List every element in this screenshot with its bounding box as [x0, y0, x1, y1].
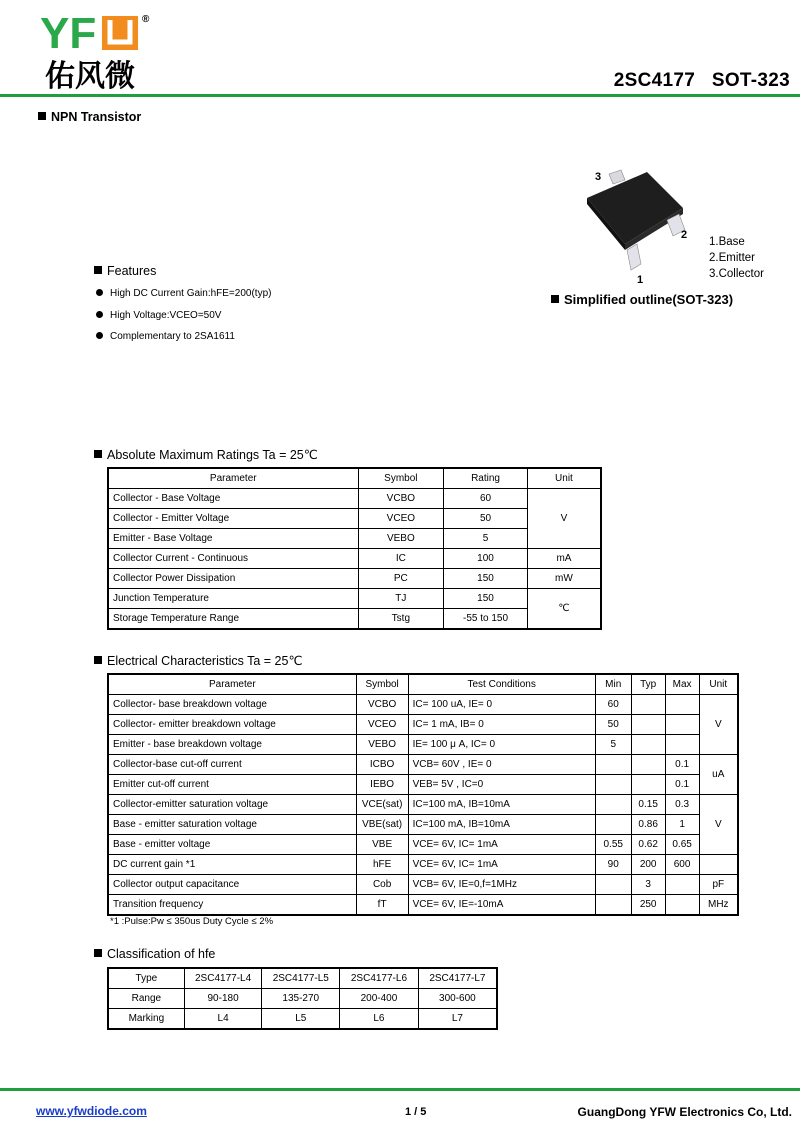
- type-label-cell: Type: [108, 968, 184, 989]
- unit-cell: V: [699, 795, 738, 855]
- feature-item: Complementary to 2SA1611: [96, 331, 235, 342]
- table-row: [108, 735, 738, 755]
- param-cell: Collector Current - Continuous: [108, 549, 358, 569]
- type-cell: 2SC4177-L6: [340, 968, 419, 989]
- table-row: [108, 529, 601, 549]
- table-row: [108, 1009, 497, 1030]
- param-cell: Transition frequency: [108, 895, 356, 916]
- symbol-cell: VEBO: [356, 735, 408, 755]
- param-cell: Storage Temperature Range: [108, 609, 358, 630]
- param-cell: Collector output capacitance: [108, 875, 356, 895]
- elec-char-heading: Electrical Characteristics Ta = 25℃: [94, 653, 302, 668]
- symbol-cell: IC: [358, 549, 444, 569]
- table-row: [108, 609, 601, 630]
- rating-cell: -55 to 150: [444, 609, 528, 630]
- col-header: Max: [665, 674, 699, 695]
- classification-heading: Classification of hfe: [94, 947, 215, 961]
- features-heading: Features: [94, 264, 156, 278]
- range-cell: 90-180: [184, 989, 262, 1009]
- col-header: Typ: [631, 674, 665, 695]
- table-row: [108, 569, 601, 589]
- rating-cell: 150: [444, 569, 528, 589]
- bullet-dot-icon: [96, 289, 103, 296]
- type-cell: 2SC4177-L4: [184, 968, 262, 989]
- rating-cell: 50: [444, 509, 528, 529]
- param-cell: Collector- emitter breakdown voltage: [108, 715, 356, 735]
- col-header: Parameter: [108, 674, 356, 695]
- param-cell: DC current gain *1: [108, 855, 356, 875]
- table-row: [108, 755, 738, 775]
- pin3-number: 3: [595, 171, 602, 183]
- logo-w-box: [102, 16, 138, 50]
- table-row: [108, 875, 738, 895]
- max-cell: 600: [665, 855, 699, 875]
- package-name: SOT-323: [711, 70, 790, 91]
- condition-cell: IE= 100 μ A, IC= 0: [408, 735, 595, 755]
- type-cell: 2SC4177-L5: [262, 968, 340, 989]
- min-cell: [595, 755, 631, 775]
- pin1-lead: [627, 244, 641, 270]
- condition-cell: VCE= 6V, IC= 1mA: [408, 855, 595, 875]
- page-number: 1 / 5: [405, 1106, 427, 1118]
- pin-list: [709, 234, 764, 282]
- symbol-cell: Cob: [356, 875, 408, 895]
- range-cell: 300-600: [418, 989, 497, 1009]
- bullet-dot-icon: [96, 332, 103, 339]
- table-row: [108, 589, 601, 609]
- pin2-number: 2: [681, 229, 688, 241]
- condition-cell: VCB= 60V , IE= 0: [408, 755, 595, 775]
- part-number: 2SC4177: [613, 70, 696, 91]
- elec-char-table: [107, 673, 739, 916]
- rating-cell: 150: [444, 589, 528, 609]
- logo-registered-mark: ®: [142, 14, 150, 25]
- param-cell: Collector-base cut-off current: [108, 755, 356, 775]
- table-header-row: [108, 468, 601, 489]
- symbol-cell: VCBO: [356, 695, 408, 715]
- symbol-cell: VEBO: [358, 529, 444, 549]
- abs-max-heading: Absolute Maximum Ratings Ta = 25℃: [94, 447, 318, 462]
- classification-table: [107, 967, 498, 1030]
- col-header: Min: [595, 674, 631, 695]
- logo-letters-yf: YF: [40, 9, 97, 58]
- col-header: Unit: [527, 468, 601, 489]
- max-cell: 1: [665, 815, 699, 835]
- typ-cell: [631, 735, 665, 755]
- footer-rule: [0, 1088, 800, 1091]
- min-cell: [595, 795, 631, 815]
- pin1-number: 1: [637, 274, 644, 285]
- symbol-cell: VBE(sat): [356, 815, 408, 835]
- typ-cell: [631, 695, 665, 715]
- min-cell: [595, 895, 631, 916]
- condition-cell: IC= 1 mA, IB= 0: [408, 715, 595, 735]
- square-bullet-icon: [94, 656, 102, 664]
- max-cell: 0.1: [665, 775, 699, 795]
- logo-chinese-name: 佑风微: [45, 59, 135, 94]
- company-name: GuangDong YFW Electronics Co, Ltd.: [577, 1105, 792, 1119]
- abs-max-table: [107, 467, 602, 630]
- table-row: [108, 549, 601, 569]
- col-header: Parameter: [108, 468, 358, 489]
- pulse-note: *1 :Pulse:Pw ≤ 350us Duty Cycle ≤ 2%: [110, 916, 274, 927]
- table-row: [108, 855, 738, 875]
- unit-cell: mA: [527, 549, 601, 569]
- typ-cell: 0.86: [631, 815, 665, 835]
- square-bullet-icon: [94, 450, 102, 458]
- unit-cell: MHz: [699, 895, 738, 916]
- feature-item: High DC Current Gain:hFE=200(typ): [96, 288, 271, 299]
- col-header: Unit: [699, 674, 738, 695]
- part-title: [614, 70, 790, 92]
- pin-label-emitter: 2.Emitter: [709, 252, 756, 264]
- marking-cell: L6: [340, 1009, 419, 1030]
- param-cell: Base - emitter saturation voltage: [108, 815, 356, 835]
- pin3-lead: [609, 170, 625, 184]
- param-cell: Collector Power Dissipation: [108, 569, 358, 589]
- max-cell: 0.3: [665, 795, 699, 815]
- outline-caption: Simplified outline(SOT-323): [551, 292, 733, 307]
- range-cell: 200-400: [340, 989, 419, 1009]
- table-row: [108, 509, 601, 529]
- unit-cell: uA: [699, 755, 738, 795]
- typ-cell: [631, 775, 665, 795]
- package-body: [587, 172, 683, 244]
- symbol-cell: VCEO: [356, 715, 408, 735]
- type-cell: 2SC4177-L7: [418, 968, 497, 989]
- max-cell: [665, 875, 699, 895]
- typ-cell: 3: [631, 875, 665, 895]
- max-cell: [665, 715, 699, 735]
- condition-cell: IC=100 mA, IB=10mA: [408, 815, 595, 835]
- symbol-cell: fT: [356, 895, 408, 916]
- condition-cell: IC= 100 uA, IE= 0: [408, 695, 595, 715]
- marking-cell: L4: [184, 1009, 262, 1030]
- typ-cell: 0.62: [631, 835, 665, 855]
- min-cell: 5: [595, 735, 631, 755]
- max-cell: [665, 695, 699, 715]
- condition-cell: IC=100 mA, IB=10mA: [408, 795, 595, 815]
- param-cell: Collector - Emitter Voltage: [108, 509, 358, 529]
- square-bullet-icon: [94, 949, 102, 957]
- pin-label-base: 1.Base: [709, 236, 745, 248]
- min-cell: [595, 775, 631, 795]
- typ-cell: [631, 755, 665, 775]
- symbol-cell: ICBO: [356, 755, 408, 775]
- col-header: Rating: [444, 468, 528, 489]
- param-cell: Collector-emitter saturation voltage: [108, 795, 356, 815]
- param-cell: Collector- base breakdown voltage: [108, 695, 356, 715]
- unit-cell: pF: [699, 875, 738, 895]
- pin-label-collector: 3.Collector: [709, 268, 764, 280]
- param-cell: Base - emitter voltage: [108, 835, 356, 855]
- unit-cell: V: [699, 695, 738, 755]
- condition-cell: VCB= 6V, IE=0,f=1MHz: [408, 875, 595, 895]
- table-row: [108, 489, 601, 509]
- unit-cell: mW: [527, 569, 601, 589]
- company-logo: [40, 8, 165, 98]
- square-bullet-icon: [551, 295, 559, 303]
- table-header-row: [108, 968, 497, 989]
- condition-cell: VCE= 6V, IE=-10mA: [408, 895, 595, 916]
- typ-cell: 0.15: [631, 795, 665, 815]
- symbol-cell: PC: [358, 569, 444, 589]
- symbol-cell: Tstg: [358, 609, 444, 630]
- table-row: [108, 695, 738, 715]
- min-cell: [595, 815, 631, 835]
- symbol-cell: VBE: [356, 835, 408, 855]
- min-cell: [595, 875, 631, 895]
- param-cell: Emitter - base breakdown voltage: [108, 735, 356, 755]
- param-cell: Emitter cut-off current: [108, 775, 356, 795]
- typ-cell: 200: [631, 855, 665, 875]
- symbol-cell: TJ: [358, 589, 444, 609]
- rating-cell: 100: [444, 549, 528, 569]
- param-cell: Junction Temperature: [108, 589, 358, 609]
- max-cell: 0.1: [665, 755, 699, 775]
- product-type-heading: NPN Transistor: [38, 110, 141, 124]
- symbol-cell: VCBO: [358, 489, 444, 509]
- max-cell: [665, 735, 699, 755]
- table-row: [108, 815, 738, 835]
- condition-cell: VCE= 6V, IC= 1mA: [408, 835, 595, 855]
- range-label-cell: Range: [108, 989, 184, 1009]
- symbol-cell: VCEO: [358, 509, 444, 529]
- symbol-cell: IEBO: [356, 775, 408, 795]
- typ-cell: 250: [631, 895, 665, 916]
- min-cell: 50: [595, 715, 631, 735]
- marking-label-cell: Marking: [108, 1009, 184, 1030]
- table-row: [108, 835, 738, 855]
- param-cell: Collector - Base Voltage: [108, 489, 358, 509]
- table-row: [108, 775, 738, 795]
- rating-cell: 60: [444, 489, 528, 509]
- col-header: Test Conditions: [408, 674, 595, 695]
- typ-cell: [631, 715, 665, 735]
- marking-cell: L5: [262, 1009, 340, 1030]
- square-bullet-icon: [38, 112, 46, 120]
- unit-cell: V: [527, 489, 601, 549]
- min-cell: 60: [595, 695, 631, 715]
- square-bullet-icon: [94, 266, 102, 274]
- sot323-package-diagram: [585, 160, 705, 285]
- unit-cell: [699, 855, 738, 875]
- marking-cell: L7: [418, 1009, 497, 1030]
- min-cell: 0.55: [595, 835, 631, 855]
- table-row: [108, 715, 738, 735]
- table-row: [108, 895, 738, 916]
- table-row: [108, 795, 738, 815]
- col-header: Symbol: [356, 674, 408, 695]
- table-row: [108, 989, 497, 1009]
- table-header-row: [108, 674, 738, 695]
- bullet-dot-icon: [96, 311, 103, 318]
- max-cell: [665, 895, 699, 916]
- col-header: Symbol: [358, 468, 444, 489]
- max-cell: 0.65: [665, 835, 699, 855]
- condition-cell: VEB= 5V , IC=0: [408, 775, 595, 795]
- param-cell: Emitter - Base Voltage: [108, 529, 358, 549]
- unit-cell: ℃: [527, 589, 601, 630]
- website-link[interactable]: www.yfwdiode.com: [36, 1104, 147, 1118]
- header-rule: [0, 94, 800, 97]
- feature-item: High Voltage:VCEO=50V: [96, 310, 221, 321]
- rating-cell: 5: [444, 529, 528, 549]
- min-cell: 90: [595, 855, 631, 875]
- symbol-cell: hFE: [356, 855, 408, 875]
- range-cell: 135-270: [262, 989, 340, 1009]
- symbol-cell: VCE(sat): [356, 795, 408, 815]
